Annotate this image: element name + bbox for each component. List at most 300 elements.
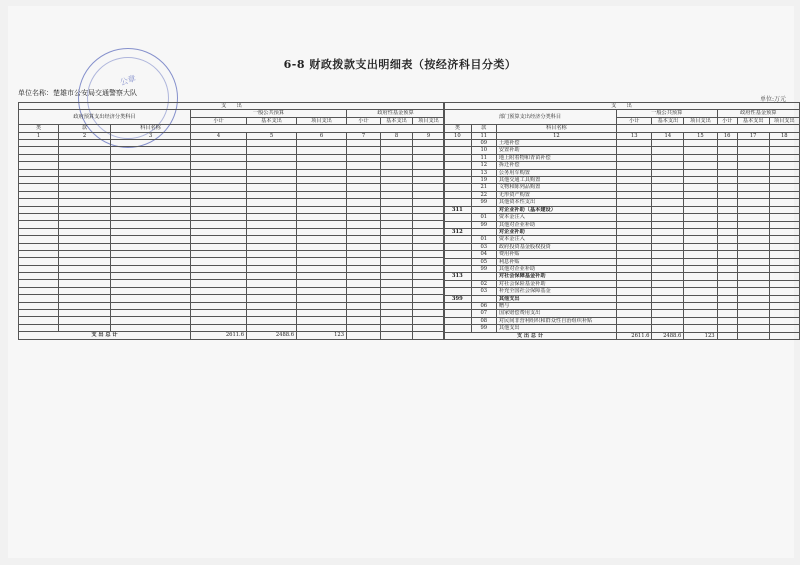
row-class-code xyxy=(444,199,472,206)
empty-cell xyxy=(381,287,413,294)
row-item-code: 10 xyxy=(471,147,496,154)
left-col-class: 类 xyxy=(19,125,59,132)
empty-cell xyxy=(191,250,247,257)
empty-cell xyxy=(347,206,381,213)
row-item-code: 03 xyxy=(471,243,496,250)
row-amount-cell xyxy=(769,325,799,332)
row-class-code xyxy=(444,162,472,169)
row-amount-cell xyxy=(616,177,652,184)
empty-cell xyxy=(247,154,297,161)
row-amount-cell xyxy=(769,273,799,280)
right-column-number: 11 xyxy=(471,132,496,139)
row-item-code: 07 xyxy=(471,310,496,317)
empty-cell xyxy=(111,140,191,147)
row-amount-cell xyxy=(616,140,652,147)
row-class-code xyxy=(444,310,472,317)
empty-cell xyxy=(191,287,247,294)
empty-cell xyxy=(381,265,413,272)
empty-cell xyxy=(381,140,413,147)
row-item-code: 09 xyxy=(471,140,496,147)
row-amount-cell xyxy=(684,169,717,176)
table-row xyxy=(19,280,445,287)
empty-cell xyxy=(191,324,247,331)
table-row xyxy=(19,243,445,250)
right-col-fund-subtotal: 小计 xyxy=(717,117,737,124)
row-amount-cell xyxy=(737,295,769,302)
left-general-budget-header: 一般公共预算 xyxy=(191,110,347,117)
row-amount-cell xyxy=(717,251,737,258)
empty-cell xyxy=(347,221,381,228)
row-subject-name: 文物和陈列品购置 xyxy=(496,184,616,191)
empty-cell xyxy=(247,140,297,147)
empty-cell xyxy=(297,310,347,317)
row-item-code: 06 xyxy=(471,302,496,309)
row-amount-cell xyxy=(652,325,684,332)
empty-cell xyxy=(413,162,445,169)
empty-cell xyxy=(413,302,445,309)
empty-cell xyxy=(111,324,191,331)
empty-cell xyxy=(297,154,347,161)
empty-cell xyxy=(381,184,413,191)
row-amount-cell xyxy=(616,265,652,272)
right-col-project: 项目支出 xyxy=(684,117,717,124)
row-amount-cell xyxy=(652,251,684,258)
right-col-subject-name: 科目名称 xyxy=(496,125,616,132)
empty-cell xyxy=(19,147,59,154)
table-row xyxy=(19,302,445,309)
left-column-number: 6 xyxy=(297,132,347,139)
row-subject-name: 安置补助 xyxy=(496,147,616,154)
row-amount-cell xyxy=(652,317,684,324)
table-row xyxy=(444,228,800,235)
empty-cell xyxy=(297,250,347,257)
row-amount-cell xyxy=(652,221,684,228)
row-amount-cell xyxy=(684,273,717,280)
row-class-code xyxy=(444,177,472,184)
empty-cell xyxy=(111,176,191,183)
row-amount-cell xyxy=(769,206,799,213)
row-subject-name: 无形资产购置 xyxy=(496,191,616,198)
row-amount-cell xyxy=(684,325,717,332)
row-amount-cell xyxy=(717,310,737,317)
empty-cell xyxy=(19,324,59,331)
left-col-project: 项目支出 xyxy=(297,117,347,124)
empty-cell xyxy=(297,191,347,198)
left-column-number: 3 xyxy=(111,132,191,139)
row-subject-name: 其他对企业补助 xyxy=(496,265,616,272)
row-amount-cell xyxy=(737,288,769,295)
empty-cell xyxy=(247,176,297,183)
row-amount-cell xyxy=(717,258,737,265)
row-amount-cell xyxy=(616,280,652,287)
row-item-code: 12 xyxy=(471,162,496,169)
table-row xyxy=(444,191,800,198)
empty-cell xyxy=(111,302,191,309)
row-class-code xyxy=(444,191,472,198)
empty-cell xyxy=(247,184,297,191)
right-general-budget-header: 一般公共预算 xyxy=(616,110,717,117)
row-item-code: 01 xyxy=(471,236,496,243)
row-amount-cell xyxy=(652,162,684,169)
row-subject-name: 费用补贴 xyxy=(496,251,616,258)
row-amount-cell xyxy=(769,214,799,221)
empty-cell xyxy=(381,317,413,324)
empty-cell xyxy=(59,236,111,243)
right-column-number: 18 xyxy=(769,132,799,139)
row-amount-cell xyxy=(616,243,652,250)
row-item-code: 99 xyxy=(471,325,496,332)
empty-cell xyxy=(191,265,247,272)
empty-cell xyxy=(347,280,381,287)
row-class-code xyxy=(444,280,472,287)
row-subject-name: 赠与 xyxy=(496,302,616,309)
empty-cell xyxy=(19,302,59,309)
empty-cell xyxy=(59,280,111,287)
empty-cell xyxy=(19,162,59,169)
table-row xyxy=(444,317,800,324)
row-amount-cell xyxy=(652,273,684,280)
left-col-fund-project: 项目支出 xyxy=(413,117,445,124)
row-amount-cell xyxy=(737,273,769,280)
empty-cell xyxy=(59,302,111,309)
row-amount-cell xyxy=(652,236,684,243)
empty-cell xyxy=(111,273,191,280)
empty-cell xyxy=(111,265,191,272)
row-amount-cell xyxy=(717,273,737,280)
table-row xyxy=(444,325,800,332)
left-total-value xyxy=(381,332,413,339)
empty-cell xyxy=(59,191,111,198)
empty-cell xyxy=(59,213,111,220)
row-amount-cell xyxy=(769,199,799,206)
empty-cell xyxy=(347,243,381,250)
empty-cell xyxy=(413,169,445,176)
row-amount-cell xyxy=(737,221,769,228)
document-title: 6-8 财政拨款支出明细表（按经济科目分类） xyxy=(283,58,517,71)
row-subject-name: 土地补偿 xyxy=(496,140,616,147)
row-subject-name: 公务用车购置 xyxy=(496,169,616,176)
row-amount-cell xyxy=(769,280,799,287)
empty-cell xyxy=(247,199,297,206)
row-amount-cell xyxy=(737,302,769,309)
empty-cell xyxy=(111,280,191,287)
empty-cell xyxy=(413,280,445,287)
empty-cell xyxy=(297,140,347,147)
row-class-code xyxy=(444,288,472,295)
table-row xyxy=(444,206,800,213)
empty-cell xyxy=(191,191,247,198)
row-amount-cell xyxy=(616,206,652,213)
row-item-code: 21 xyxy=(471,184,496,191)
table-row xyxy=(19,236,445,243)
empty-cell xyxy=(347,295,381,302)
row-class-code xyxy=(444,140,472,147)
row-amount-cell xyxy=(737,184,769,191)
row-amount-cell xyxy=(652,199,684,206)
empty-cell xyxy=(347,184,381,191)
empty-cell xyxy=(111,154,191,161)
row-amount-cell xyxy=(717,288,737,295)
left-fund-budget-header: 政府性基金预算 xyxy=(347,110,445,117)
table-row xyxy=(19,258,445,265)
row-item-code: 02 xyxy=(471,280,496,287)
row-subject-name: 对民间非营利组织和群众性自治组织补贴 xyxy=(496,317,616,324)
row-amount-cell xyxy=(769,288,799,295)
row-amount-cell xyxy=(737,147,769,154)
table-row xyxy=(444,310,800,317)
row-amount-cell xyxy=(737,265,769,272)
row-amount-cell xyxy=(652,140,684,147)
row-amount-cell xyxy=(684,228,717,235)
right-col-fund-basic: 基本支出 xyxy=(737,117,769,124)
empty-cell xyxy=(191,258,247,265)
empty-cell xyxy=(191,228,247,235)
empty-cell xyxy=(413,206,445,213)
row-amount-cell xyxy=(684,258,717,265)
empty-cell xyxy=(413,250,445,257)
empty-cell xyxy=(381,206,413,213)
row-amount-cell xyxy=(769,154,799,161)
empty-cell xyxy=(381,324,413,331)
empty-cell xyxy=(247,213,297,220)
empty-cell xyxy=(413,265,445,272)
empty-cell xyxy=(413,191,445,198)
row-amount-cell xyxy=(616,310,652,317)
row-item-code: 22 xyxy=(471,191,496,198)
row-amount-cell xyxy=(717,169,737,176)
table-row xyxy=(444,265,800,272)
empty-cell xyxy=(59,176,111,183)
empty-cell xyxy=(413,147,445,154)
empty-cell xyxy=(19,295,59,302)
empty-cell xyxy=(191,213,247,220)
empty-cell xyxy=(59,147,111,154)
row-amount-cell xyxy=(616,184,652,191)
empty-cell xyxy=(413,236,445,243)
table-row xyxy=(19,140,445,147)
left-column-number: 1 xyxy=(19,132,59,139)
left-expenditure-table xyxy=(18,102,445,340)
empty-cell xyxy=(297,206,347,213)
row-amount-cell xyxy=(616,147,652,154)
row-class-code xyxy=(444,236,472,243)
row-amount-cell xyxy=(652,295,684,302)
empty-cell xyxy=(347,302,381,309)
right-column-number: 14 xyxy=(652,132,684,139)
right-total-value: 2611.6 xyxy=(616,332,652,339)
empty-cell xyxy=(111,310,191,317)
empty-cell xyxy=(381,250,413,257)
row-amount-cell xyxy=(616,325,652,332)
row-amount-cell xyxy=(717,236,737,243)
row-subject-name: 对社会保障基金补助 xyxy=(496,273,616,280)
empty-cell xyxy=(381,169,413,176)
empty-cell xyxy=(59,243,111,250)
row-amount-cell xyxy=(616,228,652,235)
row-subject-name: 补充全国社会保障基金 xyxy=(496,288,616,295)
empty-cell xyxy=(59,250,111,257)
empty-cell xyxy=(191,206,247,213)
empty-cell xyxy=(413,317,445,324)
row-amount-cell xyxy=(616,288,652,295)
empty-cell xyxy=(347,273,381,280)
empty-cell xyxy=(59,169,111,176)
empty-cell xyxy=(381,280,413,287)
table-row xyxy=(19,287,445,294)
row-amount-cell xyxy=(769,243,799,250)
empty-cell xyxy=(247,310,297,317)
empty-cell xyxy=(297,295,347,302)
empty-cell xyxy=(413,213,445,220)
empty-cell xyxy=(59,265,111,272)
row-amount-cell xyxy=(616,162,652,169)
empty-cell xyxy=(381,302,413,309)
empty-cell xyxy=(19,199,59,206)
row-amount-cell xyxy=(652,228,684,235)
empty-cell xyxy=(347,258,381,265)
left-subject-group-header: 政府预算支出经济分类科目 xyxy=(19,110,191,125)
row-amount-cell xyxy=(717,184,737,191)
empty-cell xyxy=(111,199,191,206)
row-item-code: 19 xyxy=(471,177,496,184)
row-class-code xyxy=(444,214,472,221)
row-amount-cell xyxy=(684,251,717,258)
empty-cell xyxy=(413,176,445,183)
row-amount-cell xyxy=(652,258,684,265)
money-unit-label: 单位:万元 xyxy=(759,96,786,103)
empty-cell xyxy=(191,302,247,309)
left-outlay-header: 支 出 xyxy=(19,103,445,110)
empty-cell xyxy=(111,206,191,213)
table-row xyxy=(19,265,445,272)
row-amount-cell xyxy=(717,154,737,161)
row-amount-cell xyxy=(652,147,684,154)
empty-cell xyxy=(19,317,59,324)
empty-cell xyxy=(347,213,381,220)
empty-cell xyxy=(111,213,191,220)
empty-cell xyxy=(111,287,191,294)
empty-cell xyxy=(247,250,297,257)
empty-cell xyxy=(413,258,445,265)
right-total-value: 123 xyxy=(684,332,717,339)
row-amount-cell xyxy=(616,295,652,302)
row-subject-name: 利息补贴 xyxy=(496,258,616,265)
row-subject-name: 对社会保险基金补助 xyxy=(496,280,616,287)
empty-cell xyxy=(381,191,413,198)
empty-cell xyxy=(381,258,413,265)
empty-cell xyxy=(413,184,445,191)
empty-cell xyxy=(347,140,381,147)
table-row xyxy=(444,177,800,184)
table-row xyxy=(444,288,800,295)
row-amount-cell xyxy=(769,177,799,184)
row-class-code xyxy=(444,169,472,176)
left-total-value: 2611.6 xyxy=(191,332,247,339)
row-subject-name: 拆迁补偿 xyxy=(496,162,616,169)
row-amount-cell xyxy=(684,177,717,184)
left-total-row xyxy=(19,332,445,339)
row-subject-name: 国家赔偿费用支出 xyxy=(496,310,616,317)
row-amount-cell xyxy=(737,169,769,176)
row-class-code xyxy=(444,184,472,191)
row-amount-cell xyxy=(684,280,717,287)
empty-cell xyxy=(111,228,191,235)
row-amount-cell xyxy=(684,191,717,198)
empty-cell xyxy=(191,199,247,206)
row-amount-cell xyxy=(737,206,769,213)
empty-cell xyxy=(347,324,381,331)
table-row xyxy=(444,214,800,221)
empty-cell xyxy=(59,140,111,147)
row-amount-cell xyxy=(684,184,717,191)
empty-cell xyxy=(191,184,247,191)
row-class-code: 313 xyxy=(444,273,472,280)
row-amount-cell xyxy=(737,243,769,250)
empty-cell xyxy=(247,243,297,250)
table-row xyxy=(19,162,445,169)
row-amount-cell xyxy=(616,317,652,324)
row-class-code xyxy=(444,147,472,154)
empty-cell xyxy=(59,287,111,294)
left-col-basic: 基本支出 xyxy=(247,117,297,124)
empty-cell xyxy=(381,228,413,235)
table-row xyxy=(444,302,800,309)
row-amount-cell xyxy=(769,162,799,169)
empty-cell xyxy=(19,169,59,176)
empty-cell xyxy=(191,169,247,176)
left-column-number: 2 xyxy=(59,132,111,139)
row-class-code xyxy=(444,221,472,228)
empty-cell xyxy=(59,258,111,265)
row-amount-cell xyxy=(737,317,769,324)
table-row xyxy=(19,317,445,324)
row-amount-cell xyxy=(717,221,737,228)
row-amount-cell xyxy=(717,191,737,198)
right-expenditure-table xyxy=(443,102,800,340)
row-amount-cell xyxy=(616,154,652,161)
empty-cell xyxy=(191,140,247,147)
table-row xyxy=(444,221,800,228)
row-amount-cell xyxy=(737,154,769,161)
row-amount-cell xyxy=(717,317,737,324)
table-row xyxy=(19,154,445,161)
row-amount-cell xyxy=(652,177,684,184)
empty-cell xyxy=(381,236,413,243)
row-subject-name: 政府投资基金股权投资 xyxy=(496,243,616,250)
empty-cell xyxy=(19,243,59,250)
row-item-code xyxy=(471,295,496,302)
row-amount-cell xyxy=(737,236,769,243)
right-col-class: 类 xyxy=(444,125,472,132)
left-column-number: 5 xyxy=(247,132,297,139)
row-amount-cell xyxy=(769,169,799,176)
row-amount-cell xyxy=(737,214,769,221)
empty-cell xyxy=(247,221,297,228)
row-amount-cell xyxy=(717,228,737,235)
row-item-code: 99 xyxy=(471,221,496,228)
row-amount-cell xyxy=(684,206,717,213)
table-row xyxy=(19,206,445,213)
empty-cell xyxy=(297,162,347,169)
empty-cell xyxy=(413,140,445,147)
empty-cell xyxy=(381,273,413,280)
row-amount-cell xyxy=(616,221,652,228)
table-row xyxy=(444,199,800,206)
table-row xyxy=(19,199,445,206)
row-amount-cell xyxy=(769,147,799,154)
row-item-code: 04 xyxy=(471,251,496,258)
empty-cell xyxy=(381,243,413,250)
